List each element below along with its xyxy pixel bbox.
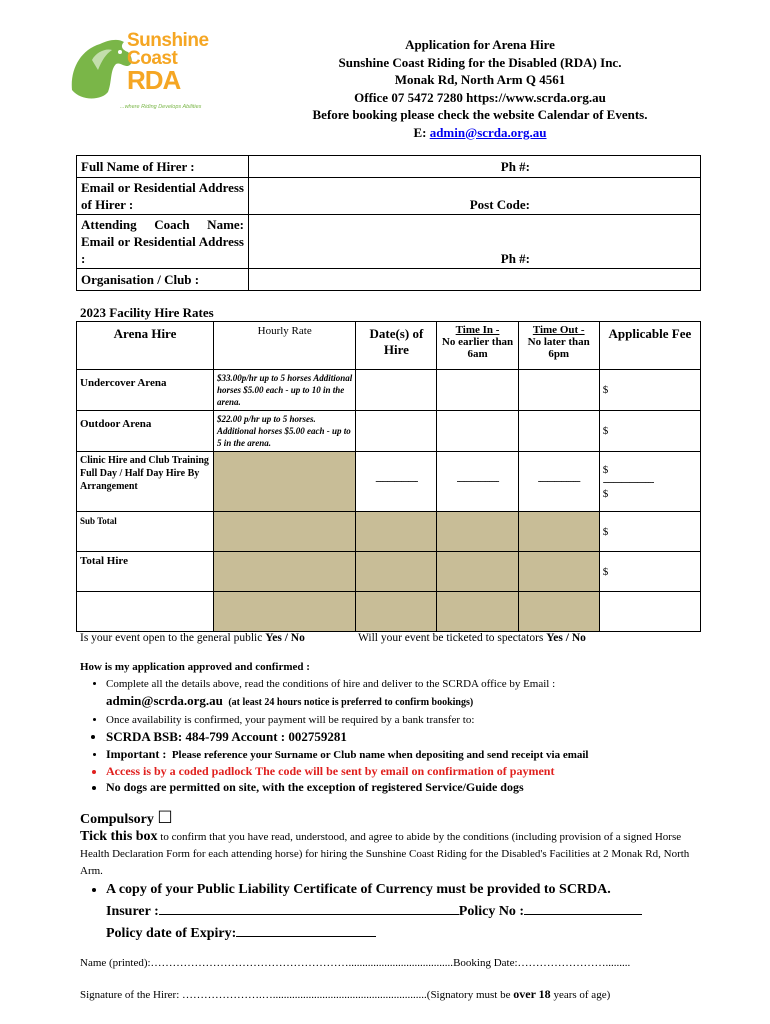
signature-line: Signature of the Hirer: ………………….…........................................................(Signatory must be over 18 years of age) [80,987,611,1001]
calendar-notice: Before booking please check the website Calendar of Events. [312,107,648,122]
header-applicable-fee: Applicable Fee [599,322,700,370]
header-hourly-rate: Hourly Rate [214,322,356,370]
step-bank-details: • SCRDA BSB: 484-799 Account : 002759281 [106,728,756,746]
approval-title: How is my application approved and confirmed : [80,661,310,673]
email-address-label: Email or Residential Address of Hirer : [77,178,249,215]
booking-date-field[interactable]: Booking Date:……………………......... [453,957,631,969]
terms-agreement: Tick this box to confirm that you have read, understood, and agree to abide by the conditions (including provision of a signed Horse Health Declaration Form for each attending horse) for hiring the Sunshine Coast Riding for the Disabled's Facilities at 2 Monak Rd, North Arm. [80,829,690,877]
org-address: Monak Rd, North Arm Q 4561 [394,72,566,87]
step-complete-details: • Complete all the details above, read the conditions of hire and deliver to the SCRDA office by Email : [106,676,756,692]
logo-line-coast: Coast [127,48,178,70]
step-important: • Important : Please reference your Surname or Club name when depositing and send receipt via email [106,746,756,763]
outdoor-time-out-field[interactable] [518,411,599,452]
undercover-time-out-field[interactable] [518,370,599,411]
clinic-rate-shaded [214,452,356,512]
logo-line-sunshine: Sunshine [127,30,209,51]
header-time-out: Time Out - No later than 6pm [518,322,599,370]
step-padlock-access: • Access is by a coded padlock The code will be sent by email on confirmation of payment [106,763,756,779]
compulsory-section: Compulsory ☐ [80,808,173,827]
insurer-line: Insurer : Policy No : [106,900,700,922]
full-name-label: Full Name of Hirer : [77,156,249,178]
expiry-field[interactable] [236,922,376,937]
public-yes-no[interactable]: Yes / No [265,632,305,644]
undercover-fee-field[interactable]: $ [599,370,700,411]
outdoor-dates-field[interactable] [356,411,437,452]
header-arena-hire: Arena Hire [77,322,214,370]
row-outdoor-rate: $22.00 p/hr up to 5 horses. Additional horses $5.00 each - up to 5 in the arena. [214,411,356,452]
total-fee-field[interactable]: $ [599,552,700,592]
step-email-line: admin@scrda.org.au (at least 24 hours notice is preferred to confirm bookings) [106,693,474,708]
facility-rates-table [76,321,701,632]
document-header [250,36,710,141]
scrda-logo [62,22,232,120]
organisation-label: Organisation / Club : [77,269,249,291]
insurance-section [80,880,700,944]
row-clinic-label: Clinic Hire and Club Training Full Day / Half Day Hire By Arrangement [77,452,214,512]
outdoor-fee-field[interactable]: $ [599,411,700,452]
hirer-details-table [76,155,701,291]
outdoor-time-in-field[interactable] [437,411,518,452]
phone-field-2[interactable]: Ph #: [249,215,701,269]
expiry-line: Policy date of Expiry: [106,922,700,944]
office-email[interactable]: admin@scrda.org.au [106,693,223,708]
office-contact: Office 07 5472 7280 https://www.scrda.org.au [354,89,606,105]
compulsory-checkbox[interactable]: ☐ [157,808,173,827]
ticketed-question: Will your event be ticketed to spectators Yes / No [358,632,586,644]
step-no-dogs: • No dogs are permitted on site, with the exception of registered Service/Guide dogs [106,779,756,795]
step-payment: • Once availability is confirmed, your payment will be required by a bank transfer to: [106,712,756,728]
name-booking-line [80,957,630,969]
phone-field-1[interactable]: Ph #: [249,156,701,178]
row-undercover-rate: $33.00p/hr up to 5 horses Additional horses $5.00 each - up to 10 in the arena. [214,370,356,411]
logo-line-rda: RDA [127,65,181,96]
total-hire-label: Total Hire [77,552,214,592]
org-name: Sunshine Coast Riding for the Disabled (RDA) Inc. [338,54,622,70]
clinic-fee-field[interactable]: $ ------------------- $ [599,452,700,512]
subtotal-label: Sub Total [77,512,214,552]
tick-box-label: Tick this box [80,829,158,844]
organisation-field[interactable] [249,269,701,291]
post-code-field[interactable]: Post Code: [249,178,701,215]
row-outdoor-label: Outdoor Arena [77,411,214,452]
policy-no-field[interactable] [524,900,642,915]
email-link[interactable]: admin@scrda.org.au [429,124,547,140]
public-question: Is your event open to the general public Yes / No [80,632,305,644]
logo-tagline: ...where Riding Develops Abilities [120,104,202,110]
clinic-time-out-field[interactable]: ------------------ [518,452,599,512]
liability-certificate-notice: • A copy of your Public Liability Certificate of Currency must be provided to SCRDA. [106,880,700,900]
name-printed-field[interactable]: Name (printed):………………………………………………...................................... [80,957,454,969]
clinic-dates-field[interactable]: ------------------ [356,452,437,512]
row-undercover-label: Undercover Arena [77,370,214,411]
header-dates: Date(s) of Hire [356,322,437,370]
ticketed-yes-no[interactable]: Yes / No [546,632,586,644]
undercover-time-in-field[interactable] [437,370,518,411]
clinic-time-in-field[interactable]: ------------------ [437,452,518,512]
signature-field[interactable]: Signature of the Hirer: ………………….…........................................................ [80,989,427,1001]
coach-label: Attending Coach Name: Email or Residential Address : [77,215,249,269]
subtotal-fee-field[interactable]: $ [599,512,700,552]
insurer-field[interactable] [159,900,459,915]
document-title: Application for Arena Hire [405,37,555,52]
approval-steps-list [80,676,756,795]
header-time-in: Time In - No earlier than 6am [437,322,518,370]
rates-title: 2023 Facility Hire Rates [80,305,214,320]
email-line: E: admin@scrda.org.au [413,124,547,140]
undercover-dates-field[interactable] [356,370,437,411]
